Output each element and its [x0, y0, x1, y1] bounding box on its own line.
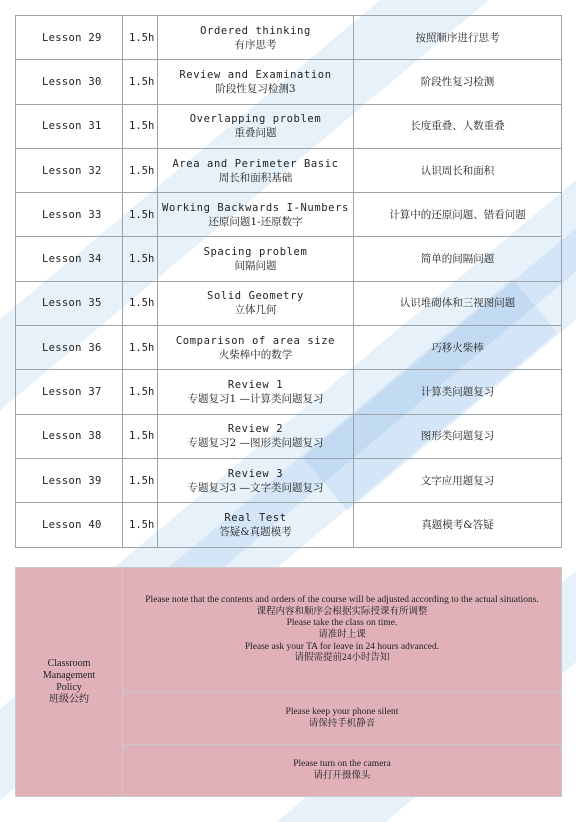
- topic-english: Overlapping problem: [189, 113, 322, 126]
- lesson-topic: [158, 414, 354, 458]
- policy-line: 课程内容和顺序会根据实际授课有所调整: [256, 606, 428, 617]
- lesson-topic: [158, 370, 354, 414]
- lesson-hours: 1.5h: [123, 458, 158, 502]
- lesson-focus: 认识堆砌体和三视图问题: [354, 281, 562, 325]
- lesson-number: Lesson 38: [16, 414, 123, 458]
- policy-line: Please turn on the camera: [293, 758, 391, 769]
- lesson-focus: 按照顺序进行思考: [354, 16, 562, 60]
- lesson-focus: 真题模考&答疑: [354, 503, 562, 547]
- policy-title-line: Management: [42, 670, 96, 681]
- topic-chinese: 间隔问题: [234, 260, 277, 273]
- lesson-focus: 认识周长和面积: [354, 148, 562, 192]
- lesson-topic: [158, 326, 354, 370]
- topic-english: Review and Examination: [179, 68, 332, 81]
- table-row: [16, 16, 562, 60]
- topic-english: Review 1: [227, 379, 284, 392]
- policy-line: Please take the class on time.: [286, 618, 398, 629]
- topic-english: Review 2: [227, 423, 284, 436]
- lesson-topic: [158, 104, 354, 148]
- lesson-number: Lesson 34: [16, 237, 123, 281]
- topic-english: Working Backwards I-Numbers: [162, 201, 349, 214]
- topic-chinese: 还原问题1-还原数字: [208, 215, 303, 228]
- lesson-number: Lesson 39: [16, 458, 123, 502]
- topic-chinese: 周长和面积基础: [218, 171, 293, 184]
- lesson-topic: [158, 503, 354, 547]
- policy-block-phone: [123, 693, 562, 745]
- policy-block-schedule: [123, 568, 562, 693]
- lesson-number: Lesson 36: [16, 326, 123, 370]
- table-row: [16, 326, 562, 370]
- lesson-number: Lesson 35: [16, 281, 123, 325]
- policy-title-cn: 班级公约: [49, 694, 89, 705]
- lesson-topic: [158, 281, 354, 325]
- policy-title-line: Policy: [56, 682, 82, 693]
- table-row: [16, 414, 562, 458]
- lesson-topic: [158, 148, 354, 192]
- table-row: [16, 104, 562, 148]
- lesson-topic: [158, 458, 354, 502]
- lesson-hours: 1.5h: [123, 503, 158, 547]
- lesson-hours: 1.5h: [123, 370, 158, 414]
- topic-chinese: 立体几何: [234, 304, 277, 317]
- lesson-focus: 阶段性复习检测: [354, 60, 562, 104]
- lesson-number: Lesson 33: [16, 193, 123, 237]
- lesson-topic: [158, 60, 354, 104]
- policy-line: Please keep your phone silent: [285, 706, 399, 717]
- topic-chinese: 专题复习2 —图形类问题复习: [187, 437, 324, 450]
- lesson-focus: 计算类问题复习: [354, 370, 562, 414]
- lesson-focus: 巧移火柴棒: [354, 326, 562, 370]
- policy-line: 请打开摄像头: [313, 770, 371, 781]
- table-row: [16, 193, 562, 237]
- topic-chinese: 专题复习3 —文字类问题复习: [187, 481, 324, 494]
- lesson-number: Lesson 40: [16, 503, 123, 547]
- lesson-hours: 1.5h: [123, 60, 158, 104]
- topic-english: Ordered thinking: [200, 24, 311, 37]
- lesson-hours: 1.5h: [123, 148, 158, 192]
- lesson-focus: 计算中的还原问题、错看问题: [354, 193, 562, 237]
- lesson-hours: 1.5h: [123, 237, 158, 281]
- lesson-hours: 1.5h: [123, 281, 158, 325]
- table-row: [16, 60, 562, 104]
- policy-title-line: Classroom: [47, 658, 91, 669]
- course-schedule-body: [16, 16, 562, 548]
- topic-english: Spacing problem: [203, 246, 308, 259]
- table-row: [16, 148, 562, 192]
- lesson-focus: 图形类问题复习: [354, 414, 562, 458]
- table-row: [16, 237, 562, 281]
- lesson-focus: 文字应用题复习: [354, 458, 562, 502]
- classroom-policy-table: [15, 567, 562, 797]
- lesson-topic: [158, 193, 354, 237]
- topic-english: Real Test: [224, 511, 287, 524]
- topic-chinese: 重叠问题: [234, 127, 277, 140]
- lesson-number: Lesson 37: [16, 370, 123, 414]
- topic-english: Review 3: [227, 467, 284, 480]
- lesson-hours: 1.5h: [123, 414, 158, 458]
- policy-block-camera: [123, 745, 562, 797]
- lesson-number: Lesson 31: [16, 104, 123, 148]
- policy-row: [16, 568, 562, 693]
- lesson-number: Lesson 30: [16, 60, 123, 104]
- lesson-focus: 简单的间隔问题: [354, 237, 562, 281]
- lesson-hours: 1.5h: [123, 16, 158, 60]
- policy-line: Please ask your TA for leave in 24 hours advanced.: [244, 641, 440, 652]
- policy-title: [16, 568, 123, 797]
- course-schedule-table: [15, 15, 562, 548]
- lesson-focus: 长度重叠、人数重叠: [354, 104, 562, 148]
- topic-chinese: 阶段性复习检测3: [215, 82, 296, 95]
- lesson-number: Lesson 32: [16, 148, 123, 192]
- topic-chinese: 专题复习1 —计算类问题复习: [187, 393, 324, 406]
- lesson-hours: 1.5h: [123, 326, 158, 370]
- policy-line: 请假需提前24小时告知: [294, 653, 390, 664]
- table-row: [16, 458, 562, 502]
- table-row: [16, 281, 562, 325]
- lesson-hours: 1.5h: [123, 104, 158, 148]
- topic-english: Area and Perimeter Basic: [172, 157, 339, 170]
- table-row: [16, 503, 562, 547]
- policy-line: Please note that the contents and orders of the course will be adjusted according to the actual situations.: [145, 595, 539, 606]
- topic-chinese: 答疑&真题模考: [219, 525, 292, 538]
- topic-chinese: 有序思考: [234, 38, 277, 51]
- lesson-hours: 1.5h: [123, 193, 158, 237]
- lesson-topic: [158, 16, 354, 60]
- policy-line: 请准时上课: [318, 630, 366, 640]
- topic-english: Comparison of area size: [175, 334, 336, 347]
- lesson-topic: [158, 237, 354, 281]
- policy-line: 请保持手机静音: [308, 718, 376, 729]
- table-row: [16, 370, 562, 414]
- topic-english: Solid Geometry: [207, 290, 304, 303]
- topic-chinese: 火柴棒中的数学: [218, 348, 293, 361]
- lesson-number: Lesson 29: [16, 16, 123, 60]
